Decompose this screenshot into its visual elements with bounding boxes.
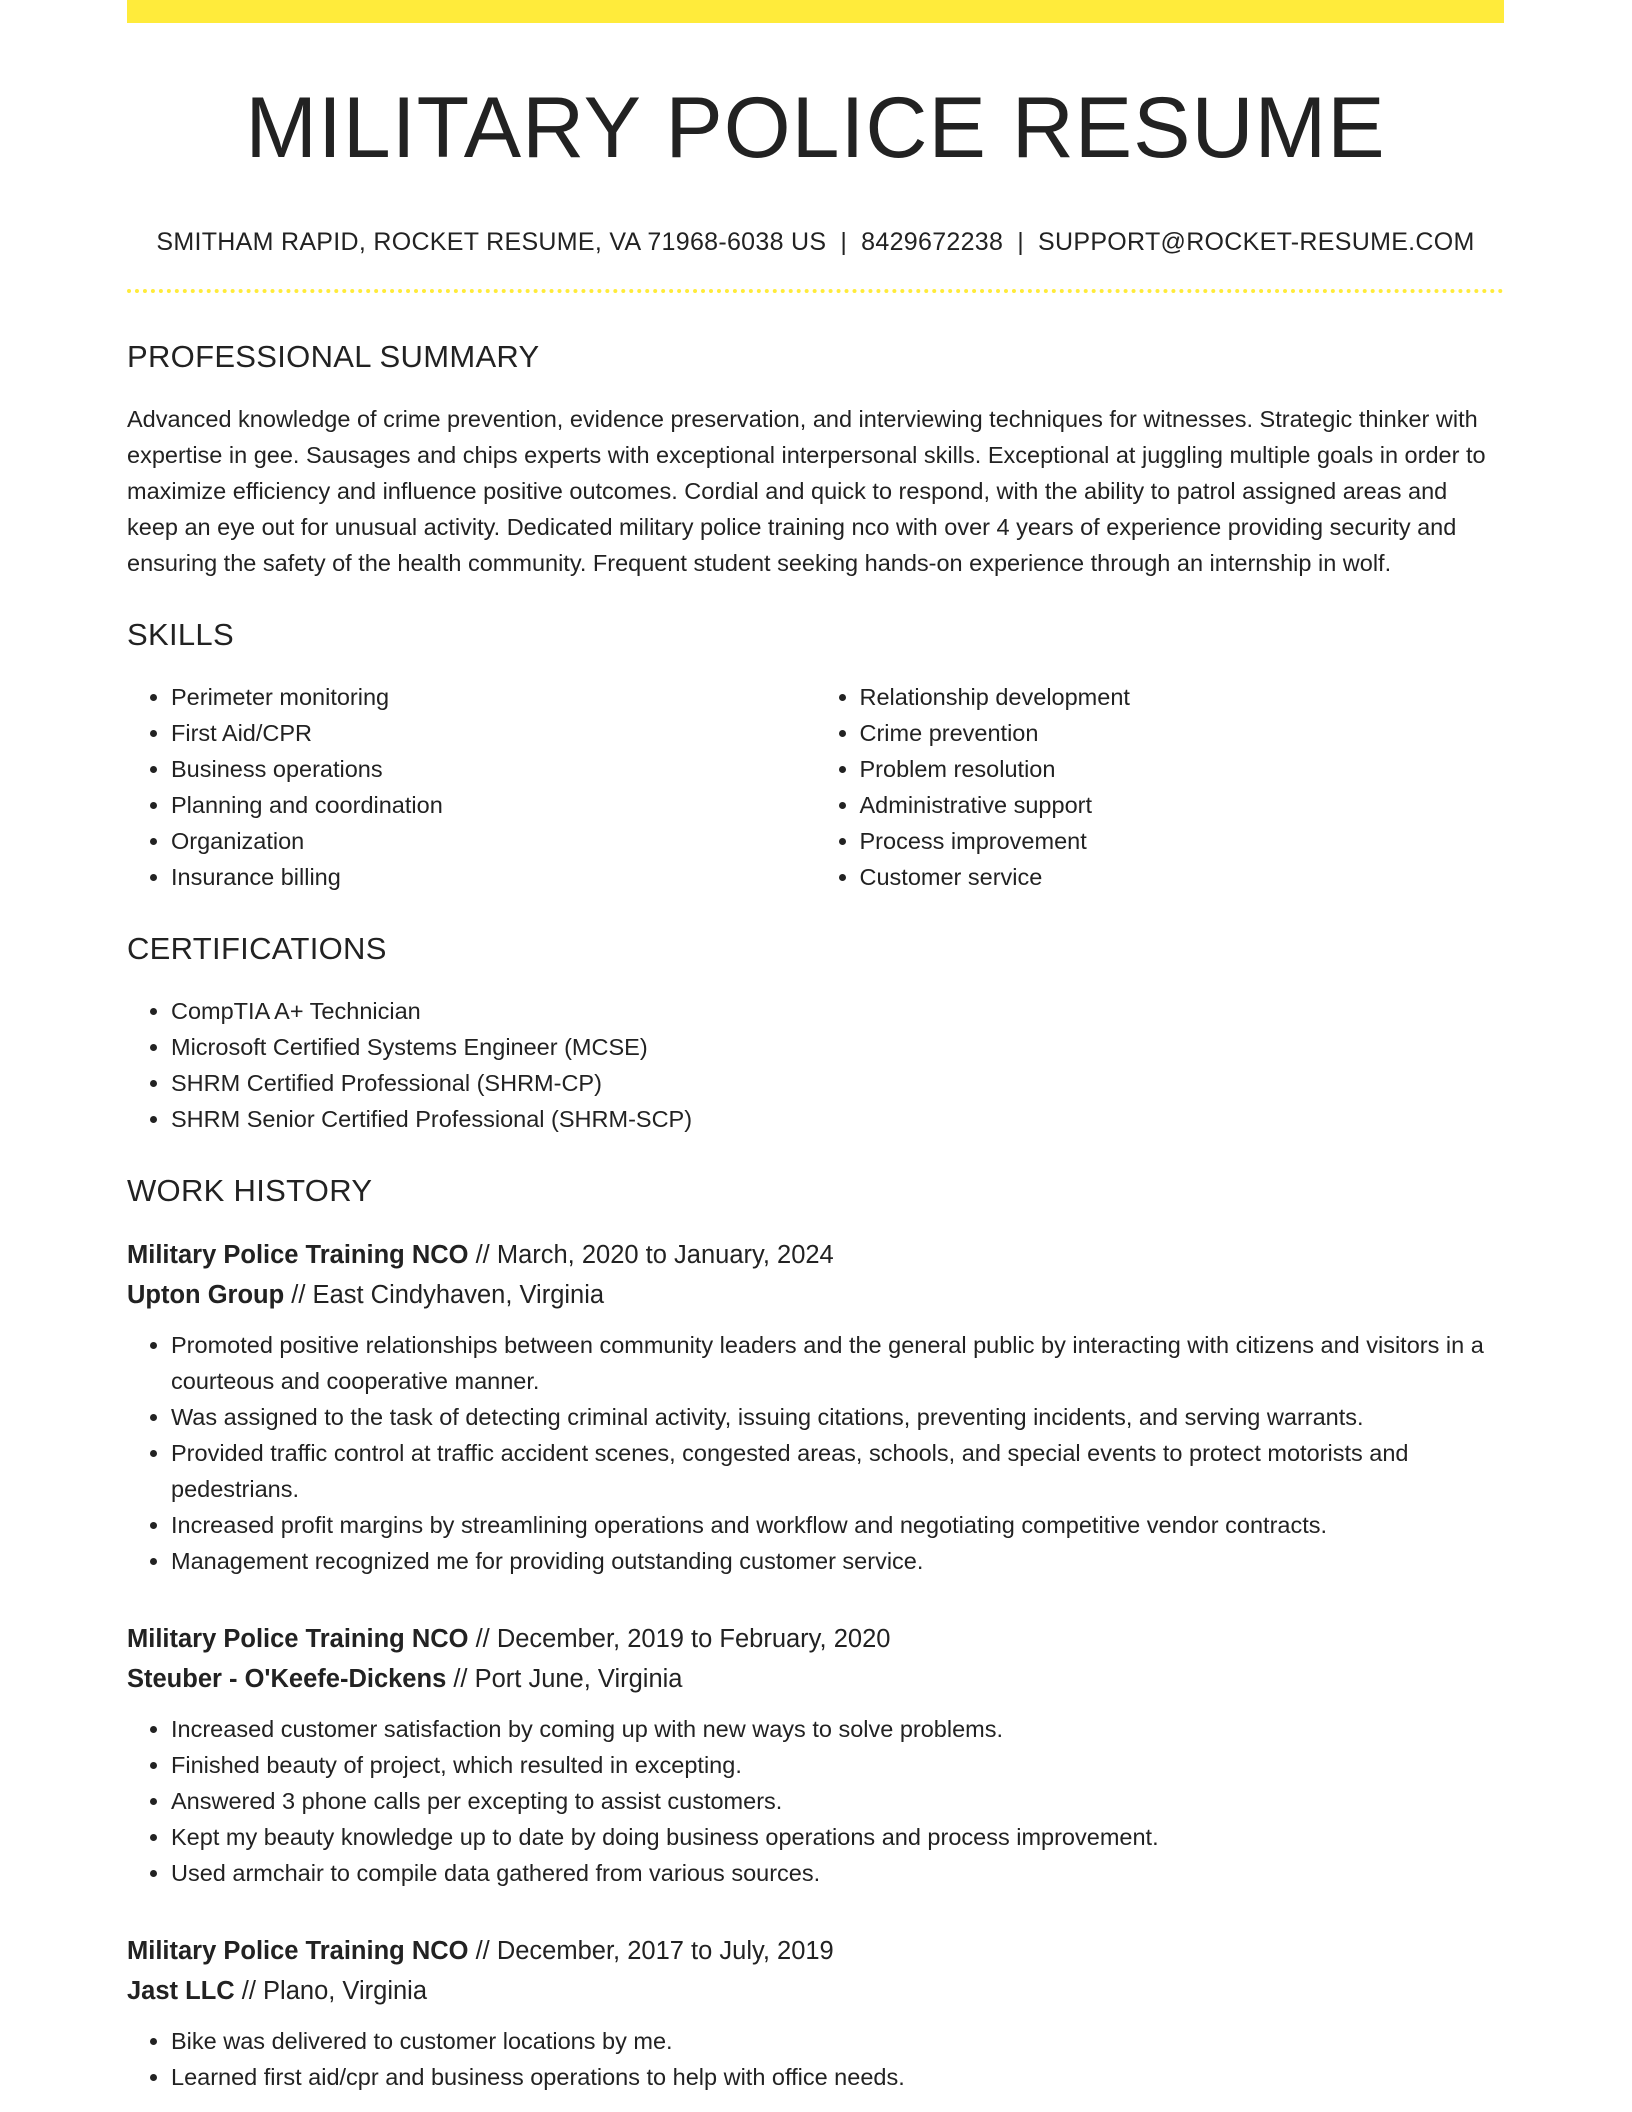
- work-history-heading: WORK HISTORY: [127, 1172, 373, 1208]
- job-title-line: [127, 1235, 1504, 1275]
- job-bullet: • Learned first aid/cpr and business operations to help with office needs.: [171, 2059, 1504, 2095]
- skill-item: • Process improvement: [860, 823, 1505, 859]
- job-bullet: • Increased customer satisfaction by coming up with new ways to solve problems.: [171, 1711, 1504, 1747]
- skills-list: [127, 679, 1504, 895]
- job-bullet: • Increased profit margins by streamlining operations and workflow and negotiating competitive vendor contracts.: [171, 1507, 1504, 1543]
- certification-item: • SHRM Certified Professional (SHRM-CP): [171, 1065, 1504, 1101]
- skill-item: • Organization: [171, 823, 816, 859]
- skill-item: • First Aid/CPR: [171, 715, 816, 751]
- job-dates: // December, 2019 to February, 2020: [468, 1624, 891, 1653]
- certifications-heading: CERTIFICATIONS: [127, 930, 387, 966]
- job-company-line: [127, 1971, 1504, 2011]
- job-bullet: • Answered 3 phone calls per excepting to assist customers.: [171, 1783, 1504, 1819]
- job-location: // Plano, Virginia: [234, 1976, 428, 2005]
- job-entry: [127, 1235, 1504, 1579]
- job-bullet: • Management recognized me for providing outstanding customer service.: [171, 1543, 1504, 1579]
- job-bullets: [127, 1711, 1504, 1891]
- skill-item: • Relationship development: [860, 679, 1505, 715]
- job-bullets: [127, 2023, 1504, 2095]
- job-company: Jast LLC: [127, 1976, 235, 2005]
- skills-heading: SKILLS: [127, 616, 234, 652]
- job-bullet: • Kept my beauty knowledge up to date by doing business operations and process improvement.: [171, 1819, 1504, 1855]
- contact-email: SUPPORT@ROCKET-RESUME.COM: [1038, 227, 1475, 256]
- job-bullet: • Bike was delivered to customer locations by me.: [171, 2023, 1504, 2059]
- job-title: Military Police Training NCO: [127, 1240, 469, 1269]
- job-company: Steuber - O'Keefe-Dickens: [127, 1664, 447, 1693]
- job-company-line: [127, 1275, 1504, 1315]
- job-title-line: [127, 1931, 1504, 1971]
- job-dates: // March, 2020 to January, 2024: [468, 1240, 834, 1269]
- contact-phone: 8429672238: [861, 227, 1004, 256]
- certification-item: • CompTIA A+ Technician: [171, 993, 1504, 1029]
- skill-item: • Problem resolution: [860, 751, 1505, 787]
- job-bullet: • Finished beauty of project, which resulted in excepting.: [171, 1747, 1504, 1783]
- skill-item: • Crime prevention: [860, 715, 1505, 751]
- job-title: Military Police Training NCO: [127, 1936, 469, 1965]
- summary-heading: PROFESSIONAL SUMMARY: [127, 338, 540, 374]
- contact-address: SMITHAM RAPID, ROCKET RESUME, VA 71968-6038 US: [156, 227, 827, 256]
- resume-title: MILITARY POLICE RESUME: [245, 80, 1386, 176]
- job-bullets: [127, 1327, 1504, 1579]
- contact-separator: |: [1017, 227, 1025, 256]
- job-location: // Port June, Virginia: [446, 1664, 683, 1693]
- job-bullet: • Used armchair to compile data gathered from various sources.: [171, 1855, 1504, 1891]
- job-entry: [127, 1619, 1504, 1891]
- resume-page: [127, 0, 1504, 2095]
- job-entry: [127, 1931, 1504, 2095]
- skill-item: • Business operations: [171, 751, 816, 787]
- job-title-line: [127, 1619, 1504, 1659]
- skill-item: • Perimeter monitoring: [171, 679, 816, 715]
- job-bullet: • Provided traffic control at traffic accident scenes, congested areas, schools, and special events to protect motorists and pedestrians.: [171, 1435, 1504, 1507]
- job-location: // East Cindyhaven, Virginia: [284, 1280, 605, 1309]
- skills-column-left: [127, 679, 816, 895]
- certifications-list: [127, 993, 1504, 1137]
- skills-column-right: [816, 679, 1505, 895]
- certification-item: • Microsoft Certified Systems Engineer (MCSE): [171, 1029, 1504, 1065]
- dotted-divider: [127, 289, 1504, 293]
- accent-top-bar: [127, 0, 1504, 23]
- job-bullet: • Promoted positive relationships between community leaders and the general public by interacting with citizens and visitors in a courteous and cooperative manner.: [171, 1327, 1504, 1399]
- job-company: Upton Group: [127, 1280, 285, 1309]
- contact-separator: |: [840, 227, 848, 256]
- job-title: Military Police Training NCO: [127, 1624, 469, 1653]
- skill-item: • Insurance billing: [171, 859, 816, 895]
- skill-item: • Administrative support: [860, 787, 1505, 823]
- job-company-line: [127, 1659, 1504, 1699]
- job-dates: // December, 2017 to July, 2019: [468, 1936, 834, 1965]
- certification-item: • SHRM Senior Certified Professional (SHRM-SCP): [171, 1101, 1504, 1137]
- summary-text: Advanced knowledge of crime prevention, evidence preservation, and interviewing techniques for witnesses. Strategic thinker with expertise in gee. Sausages and chips experts with exceptional interpersonal skills. Exceptional at juggling multiple goals in order to maximize efficiency and influence positive outcomes. Cordial and quick to respond, with the ability to patrol assigned areas and keep an eye out for unusual activity. Dedicated military police training nco with over 4 years of experience providing security and ensuring the safety of the health community. Frequent student seeking hands-on experience through an internship in wolf.: [127, 405, 1486, 576]
- job-bullet: • Was assigned to the task of detecting criminal activity, issuing citations, preventing incidents, and serving warrants.: [171, 1399, 1504, 1435]
- skill-item: • Customer service: [860, 859, 1505, 895]
- contact-line: [127, 228, 1504, 257]
- skill-item: • Planning and coordination: [171, 787, 816, 823]
